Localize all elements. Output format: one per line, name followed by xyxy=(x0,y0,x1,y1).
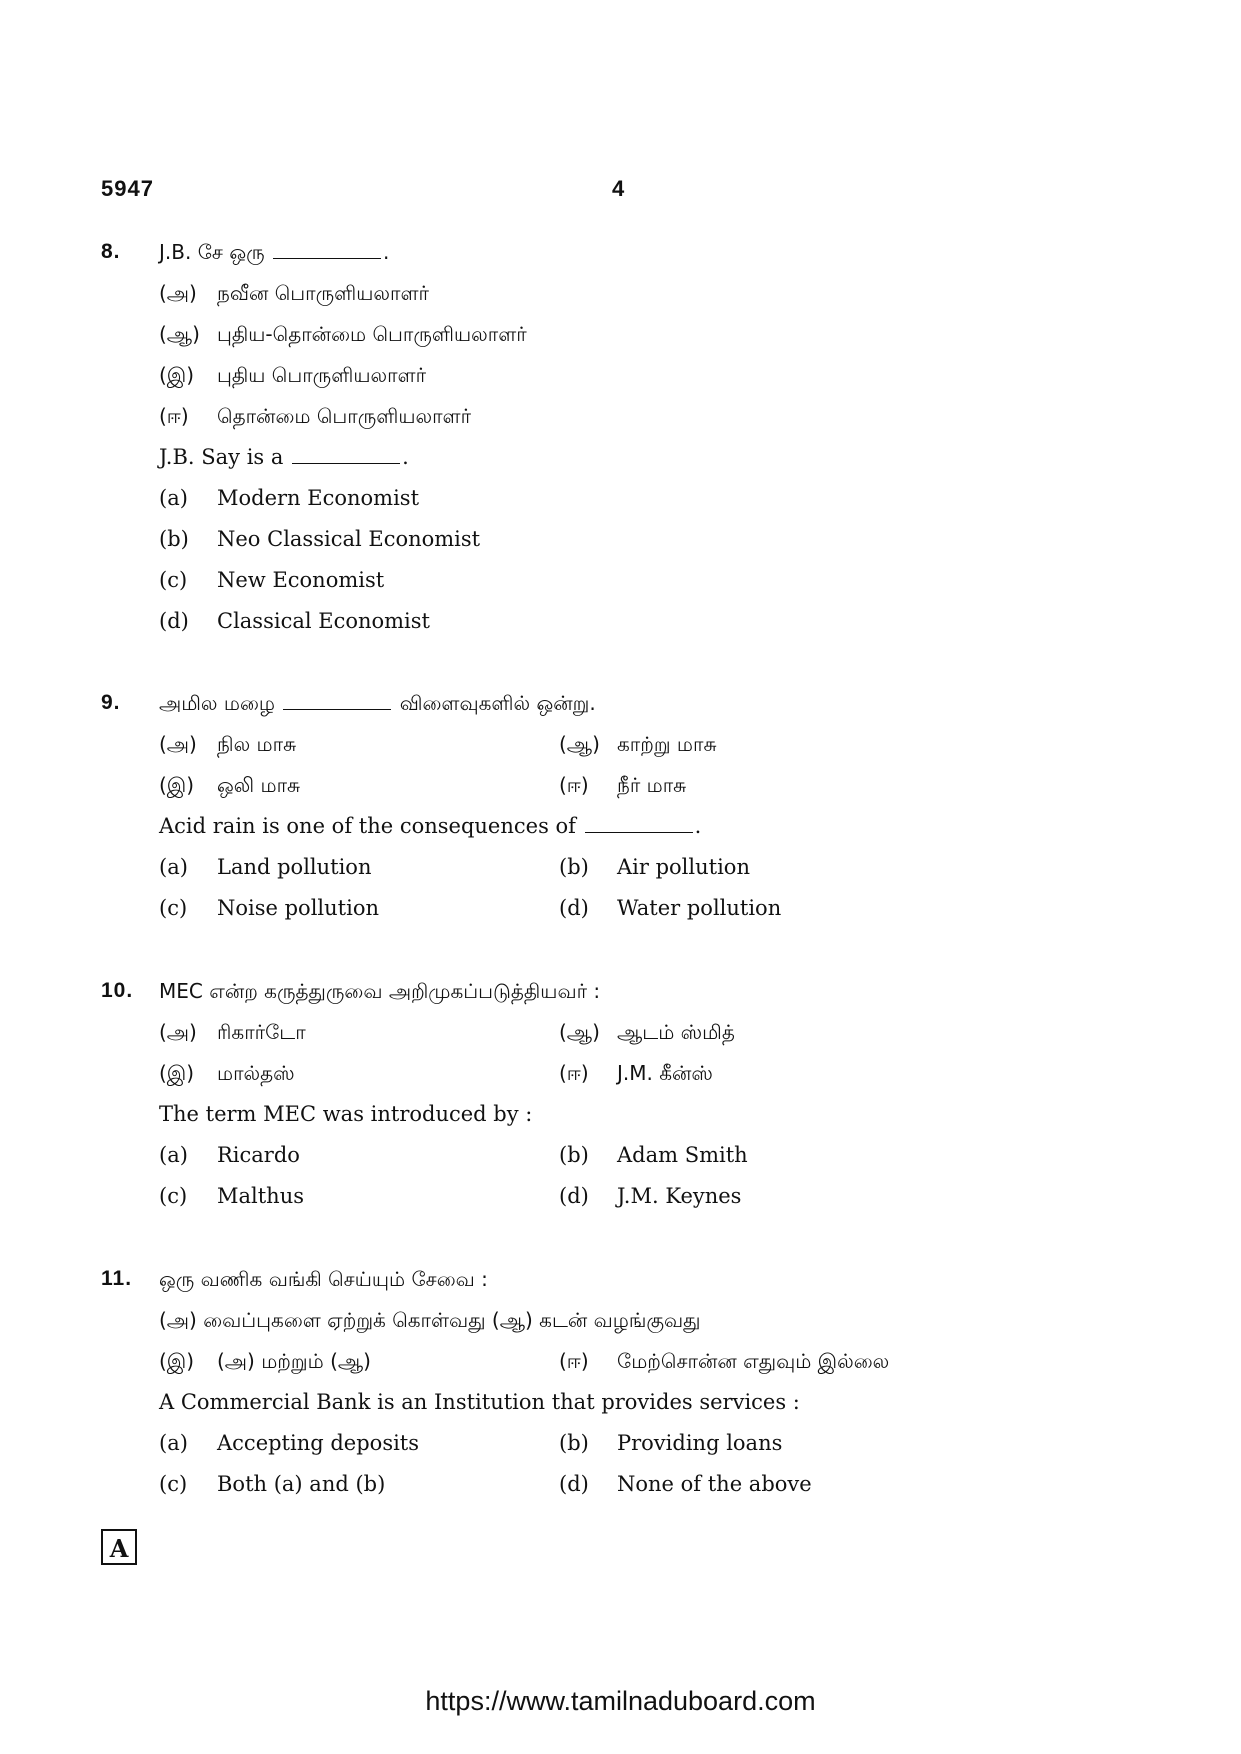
option-english: (a) Accepting deposits xyxy=(159,1431,420,1455)
option-english: (d) None of the above xyxy=(559,1472,812,1496)
option-tamil: (இ) மால்தஸ் xyxy=(159,1061,295,1085)
question-stem-english: A Commercial Bank is an Institution that provides services : xyxy=(159,1390,800,1414)
option-tamil: (ஈ) J.M. கீன்ஸ் xyxy=(559,1061,713,1085)
question-stem-tamil: J.B. சே ஒரு . xyxy=(159,240,390,264)
question-stem-english: J.B. Say is a . xyxy=(159,445,409,469)
option-tamil: (அ) ரிகார்டோ xyxy=(159,1020,306,1044)
option-tamil: (அ) நவீன பொருளியலாளர் xyxy=(159,281,429,305)
option-tamil-row: (அ) வைப்புகளை ஏற்றுக் கொள்வது (ஆ) கடன் வழங்குவது xyxy=(159,1308,701,1332)
option-english: (d) Water pollution xyxy=(559,896,782,920)
answer-blank xyxy=(283,689,391,710)
option-tamil: (ஆ) ஆடம் ஸ்மித் xyxy=(559,1020,735,1044)
question-number: 9. xyxy=(101,691,121,714)
option-english: (c) Noise pollution xyxy=(159,896,379,920)
option-english: (b) Neo Classical Economist xyxy=(159,527,481,551)
option-english: (d) Classical Economist xyxy=(159,609,430,633)
question-number: 10. xyxy=(101,979,134,1002)
option-english: (b) Adam Smith xyxy=(559,1143,748,1167)
option-english: (b) Air pollution xyxy=(559,855,750,879)
option-tamil: (ஈ) நீர் மாசு xyxy=(559,773,687,797)
option-tamil: (ஆ) புதிய-தொன்மை பொருளியலாளர் xyxy=(159,322,527,346)
question-number: 11. xyxy=(101,1267,133,1290)
option-tamil: (ஆ) காற்று மாசு xyxy=(559,732,717,756)
option-english: (c) Both (a) and (b) xyxy=(159,1472,386,1496)
question-stem-tamil: MEC என்ற கருத்துருவை அறிமுகப்படுத்தியவர் : xyxy=(159,979,601,1003)
question-stem-tamil: அமில மழை விளைவுகளில் ஒன்று. xyxy=(159,691,596,715)
option-tamil: (இ) (அ) மற்றும் (ஆ) xyxy=(159,1349,371,1373)
footer-url[interactable]: https://www.tamilnaduboard.com xyxy=(425,1686,816,1716)
question-number: 8. xyxy=(101,240,121,263)
option-english: (b) Providing loans xyxy=(559,1431,783,1455)
answer-blank xyxy=(273,238,381,259)
answer-blank xyxy=(292,443,400,464)
option-tamil: (இ) ஒலி மாசு xyxy=(159,773,301,797)
option-english: (d) J.M. Keynes xyxy=(559,1184,742,1208)
answer-blank xyxy=(585,812,693,833)
option-english: (a) Land pollution xyxy=(159,855,372,879)
option-english: (a) Ricardo xyxy=(159,1143,300,1167)
question-stem-english: Acid rain is one of the consequences of . xyxy=(159,814,702,838)
option-english: (c) New Economist xyxy=(159,568,385,592)
option-tamil: (இ) புதிய பொருளியலாளர் xyxy=(159,363,427,387)
option-tamil: (ஈ) தொன்மை பொருளியலாளர் xyxy=(159,404,472,428)
paper-code: 5947 xyxy=(101,176,154,201)
page-number: 4 xyxy=(612,176,625,201)
question-stem-english: The term MEC was introduced by : xyxy=(159,1102,533,1126)
question-stem-tamil: ஒரு வணிக வங்கி செய்யும் சேவை : xyxy=(159,1267,488,1291)
option-tamil: (ஈ) மேற்சொன்ன எதுவும் இல்லை xyxy=(559,1349,890,1373)
option-english: (c) Malthus xyxy=(159,1184,305,1208)
option-english: (a) Modern Economist xyxy=(159,486,420,510)
option-tamil: (அ) நில மாசு xyxy=(159,732,297,756)
series-box-label: A xyxy=(101,1529,137,1565)
